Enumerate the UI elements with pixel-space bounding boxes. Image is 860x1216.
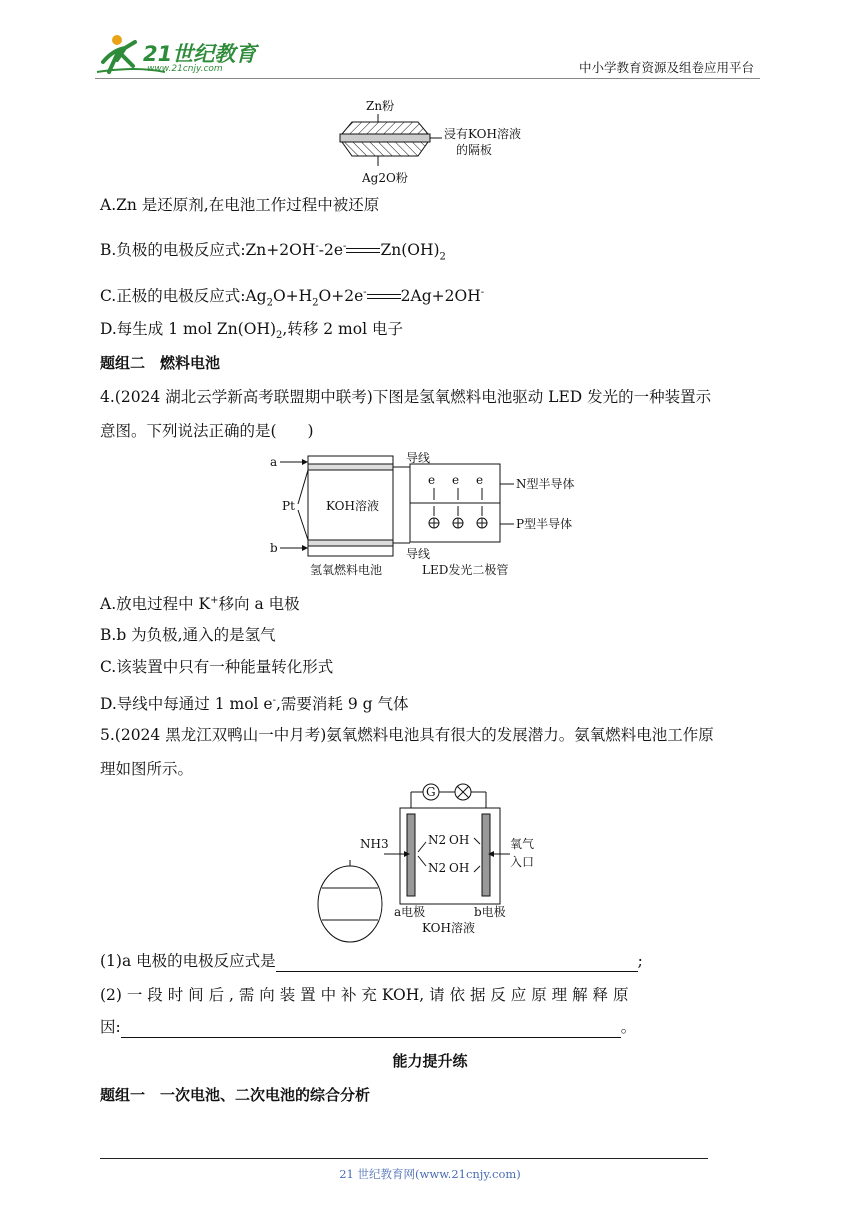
label-a-electrode: a电极 [394, 905, 426, 919]
ammonia-fuel-cell-diagram [314, 780, 554, 944]
label-a: a [270, 455, 278, 469]
site-logo [95, 32, 270, 82]
fuel-cell-led-diagram [268, 448, 598, 580]
q3-option-a: A.Zn 是还原剂,在电池工作过程中被还原 [100, 196, 380, 214]
q5-stem-line1: 5.(2024 黑龙江双鸭山一中月考)氨氧燃料电池具有很大的发展潜力。氨氧燃料电池工作原 [100, 726, 714, 744]
label-nh3: NH3 [360, 837, 389, 851]
label-b: b [270, 541, 278, 555]
group2-title: 题组二 燃料电池 [100, 354, 221, 372]
ag2o-powder-label: Ag2O粉 [362, 171, 408, 185]
q4-stem-line2: 意图。下列说法正确的是( ) [100, 422, 314, 440]
svg-text:OH: OH [449, 861, 470, 875]
answer-blank-2[interactable] [121, 1021, 621, 1038]
answer-blank-1[interactable] [276, 955, 638, 972]
footer-link[interactable]: 21 世纪教育网(www.21cnjy.com) [339, 1167, 521, 1181]
svg-text:G: G [426, 785, 436, 799]
equals-sign-icon [367, 292, 401, 302]
zinc-silver-battery-diagram [330, 94, 560, 188]
label-wire-bottom: 导线 [406, 547, 431, 561]
svg-text:N2: N2 [428, 861, 447, 875]
svg-text:N2: N2 [428, 833, 447, 847]
section-title: 能力提升练 [392, 1052, 468, 1070]
label-pt: Pt [282, 499, 295, 513]
ammonia-tank-icon [318, 866, 382, 942]
q5-stem-line2: 理如图所示。 [100, 760, 194, 778]
q3-option-c: C.正极的电极反应式$:Ag_2O+H_2O+2e^-$ 2Ag+2OH- [100, 287, 485, 309]
q4-stem-line1: 4.(2024 湖北云学新高考联盟期中联考)下图是氢氧燃料电池驱动 LED 发光的一种装置示 [100, 388, 712, 406]
q4-option-b: B.b 为负极,通入的是氢气 [100, 626, 276, 644]
label-inlet: 入口 [510, 855, 535, 869]
label-oxygen: 氧气 [510, 837, 535, 851]
label-n-type: N型半导体 [516, 477, 575, 491]
header-slogan: 中小学教育资源及组卷应用平台 [578, 60, 754, 75]
equals-sign-icon [346, 246, 380, 256]
electron-arrows [428, 473, 483, 500]
label-koh-solution: KOH溶液 [422, 921, 475, 935]
svg-text:OH: OH [449, 833, 470, 847]
label-p-type: P型半导体 [516, 517, 573, 531]
label-fuel-cell: 氢氧燃料电池 [310, 563, 383, 577]
q5-part1: (1)a 电极的电极反应式是 ; [100, 952, 643, 970]
q5-part2-line2: 因: 。 [100, 1018, 637, 1036]
logo-url: www.21cnjy.com [147, 64, 223, 74]
zn-powder-label: Zn粉 [366, 99, 395, 113]
svg-text:e: e [428, 473, 436, 487]
label-b-electrode: b电极 [474, 905, 506, 919]
header-divider [95, 78, 760, 79]
q4-option-c: C.该装置中只有一种能量转化形式 [100, 658, 334, 676]
label-led: LED发光二极管 [422, 563, 509, 577]
hole-arrows [429, 506, 487, 528]
group1-title: 题组一 一次电池、二次电池的综合分析 [100, 1086, 371, 1104]
footer-divider [100, 1158, 708, 1159]
separator-label-2: 的隔板 [456, 143, 493, 157]
q5-part2-line1: (2) 一 段 时 间 后 , 需 向 装 置 中 补 充 KOH, 请 依 据 反 应 原 理 解 释 原 [100, 986, 629, 1004]
label-wire-top: 导线 [406, 451, 431, 465]
q3-option-d: D.每生成 1 mol $Zn(OH)_2$,转移 2 mol 电子 [100, 320, 403, 342]
q4-option-a: A.放电过程中 K+移向 a 电极 [100, 595, 300, 614]
svg-text:e: e [476, 473, 484, 487]
label-koh: KOH溶液 [326, 499, 379, 513]
svg-text:e: e [452, 473, 460, 487]
separator-label-1: 浸有KOH溶液 [444, 127, 521, 141]
q4-option-d: D.导线中每通过 1 mol e-,需要消耗 9 g 气体 [100, 695, 409, 714]
logo-text: 21世纪教育 [143, 42, 257, 66]
q3-option-b: B.负极的电极反应式:Zn+2OH--2e- $Zn(OH)_2$ [100, 241, 446, 263]
